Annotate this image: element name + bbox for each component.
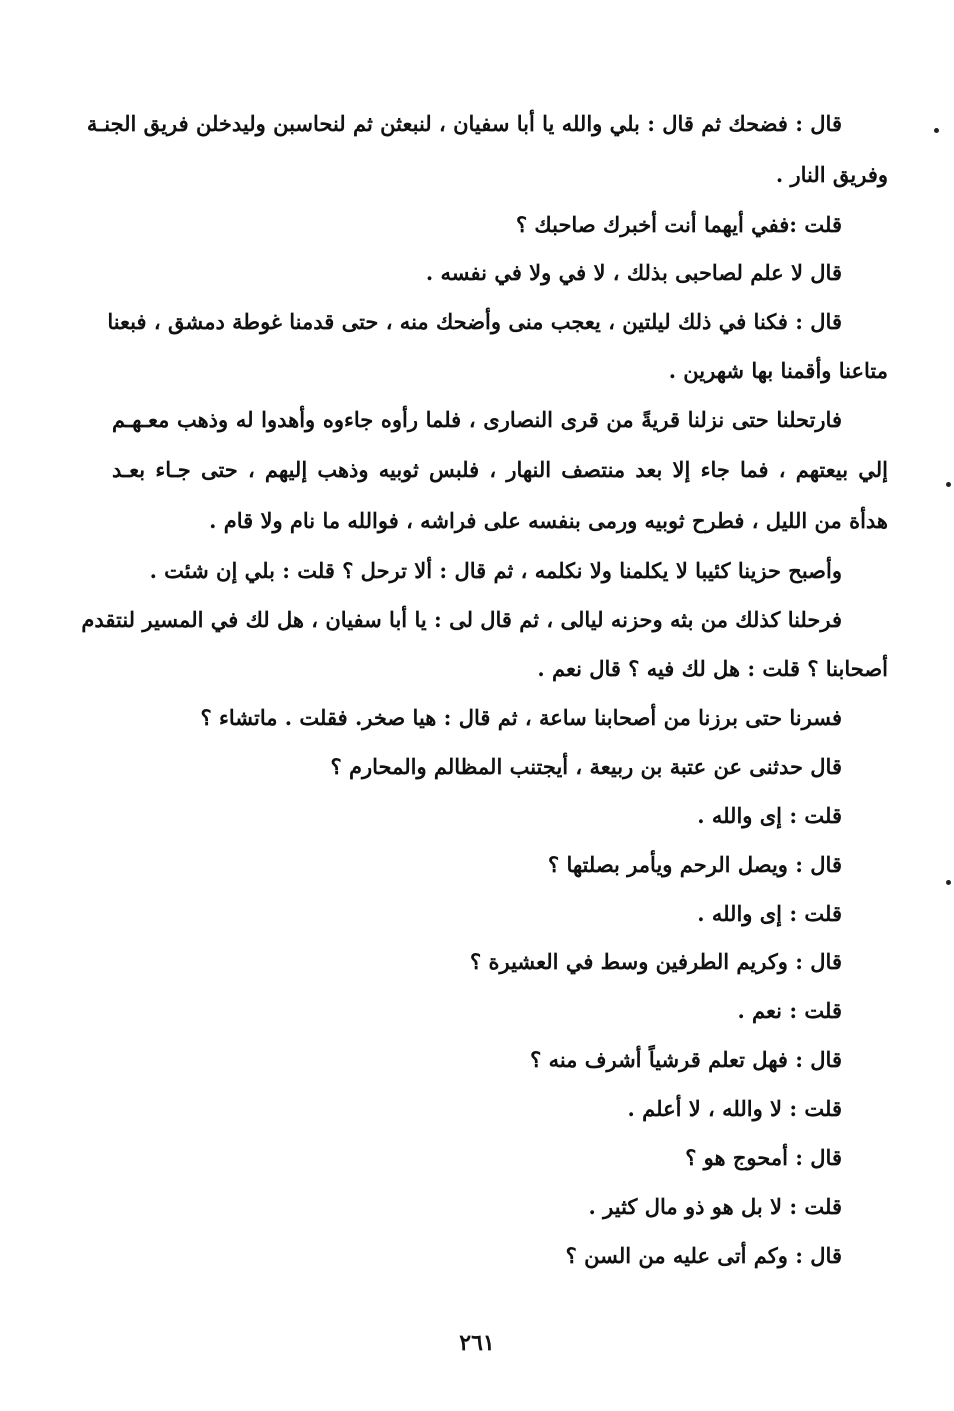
text-line: قال حدثنى عن عتبة بن ربيعة ، أيجتنب المظالم والمحارم ؟ xyxy=(330,754,842,779)
margin-mark-lower xyxy=(946,880,951,885)
text-line: قال : فكنا في ذلك ليلتين ، يعجب منى وأضحك منه ، حتى قدمنا غوطة دمشق ، فبعنا xyxy=(107,309,842,334)
text-line: متاعنا وأقمنا بها شهرين . xyxy=(668,358,888,383)
text-line: قلت : نعم . xyxy=(737,998,842,1023)
margin-mark-middle xyxy=(946,482,951,487)
text-line: وأصبح حزينا كئيبا لا يكلمنا ولا نكلمه ، ثم قال : ألا ترحل ؟ قلت : بلي إن شئت . xyxy=(149,558,842,583)
text-line: قال : وكم أتى عليه من السن ؟ xyxy=(565,1243,842,1268)
text-line: قال : أمحوج هو ؟ xyxy=(685,1145,842,1170)
text-line: قال : وكريم الطرفين وسط في العشيرة ؟ xyxy=(470,949,842,974)
text-line: قلت :ففي أيهما أنت أخبرك صاحبك ؟ xyxy=(515,212,842,237)
text-line: فرحلنا كذلك من بثه وحزنه ليالى ، ثم قال لى : يا أبا سفيان ، هل لك في المسير لنتقدم xyxy=(81,607,842,632)
text-line: فسرنا حتى برزنا من أصحابنا ساعة ، ثم قال : هيا صخر. فقلت . ماتشاء ؟ xyxy=(200,705,842,730)
text-line: قلت : لا والله ، لا أعلم . xyxy=(627,1096,842,1121)
text-line: قلت : إى والله . xyxy=(697,901,842,926)
margin-mark-top xyxy=(934,128,939,133)
text-line: أصحابنا ؟ قلت : هل لك فيه ؟ قال نعم . xyxy=(537,656,888,681)
text-line: فارتحلنا حتى نزلنا قريةً من قرى النصارى ، فلما رأوه جاءوه وأهدوا له وذهب معـهـم xyxy=(112,407,842,432)
text-line: قال : ويصل الرحم ويأمر بصلتها ؟ xyxy=(548,852,842,877)
text-line: قلت : لا بل هو ذو مال كثير . xyxy=(588,1194,842,1219)
text-line: إلي بيعتهم ، فما جاء إلا بعد منتصف النهار ، فلبس ثوبيه وذهب إليهم ، حتى جـاء بعـد xyxy=(112,457,888,482)
text-line: قلت : إى والله . xyxy=(697,803,842,828)
text-line: قال لا علم لصاحبى بذلك ، لا في ولا في نفسه . xyxy=(425,260,842,285)
text-line: هدأة من الليل ، فطرح ثوبيه ورمى بنفسه على فراشه ، فوالله ما نام ولا قام . xyxy=(209,508,888,533)
page-number: ٢٦١ xyxy=(459,1330,495,1356)
text-line: قال : فضحك ثم قال : بلي والله يا أبا سفيان ، لنبعثن ثم لنحاسبن وليدخلن فريق الجنـة xyxy=(86,111,842,136)
text-line: وفريق النار . xyxy=(775,162,888,187)
text-line: قال : فهل تعلم قرشياً أشرف منه ؟ xyxy=(530,1047,842,1072)
